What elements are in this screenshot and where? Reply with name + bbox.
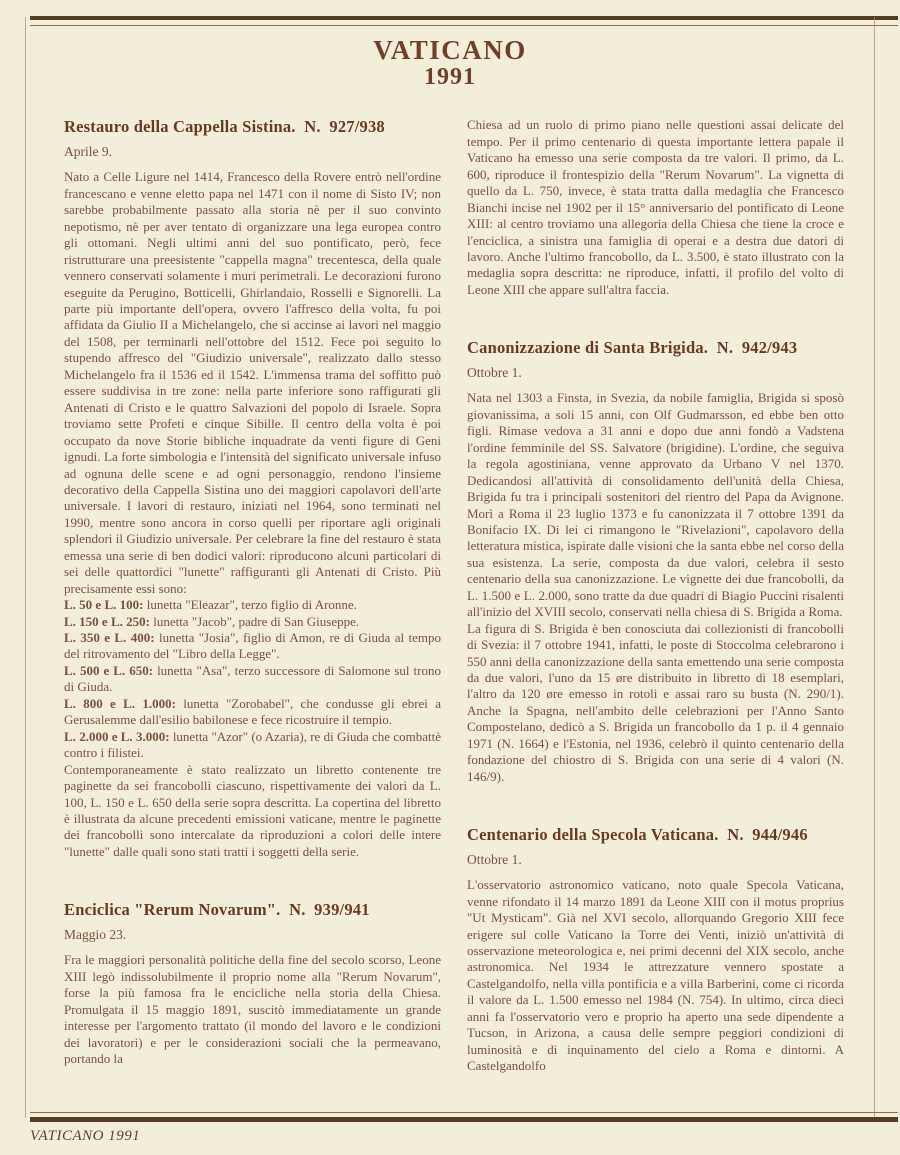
section-canonizzazione-santa-brigida [467, 338, 844, 785]
lunette-values: L. 800 e L. 1.000: [64, 695, 176, 711]
lunette-item [64, 729, 441, 762]
section-date: Ottobre 1. [467, 365, 522, 381]
paragraph: Contemporaneamente è stato realizzato un libretto contenente tre paginette da sei francobolli ciascuno, rispettivamente dei valori da L. 100, L. 150 e L. 650 della serie sopra descritta. La copertina del libretto è illustrata da alcune precedenti emissioni vaticane, mentre le paginette dei francobolli sono intercalate da riproduzioni a colori delle intere "lunette" dalle quali sono stati tratti i soggetti della serie. [64, 761, 441, 859]
lunette-values: L. 50 e L. 100: [64, 597, 144, 613]
left-page-edge [25, 17, 26, 1118]
section-enciclica-rerum-novarum [64, 900, 441, 1067]
lunette-values: L. 150 e L. 250: [64, 613, 150, 629]
page-year: 1991 [424, 64, 476, 91]
bottom-rule-thin [30, 1112, 898, 1113]
lunette-description: lunetta "Josia", figlio di Amon, re di Giuda al tempo del ritrovamento del "Libro della Legge". [64, 630, 441, 662]
lunette-item [64, 614, 441, 630]
lunette-description: lunetta "Zorobabel", che condusse gli ebrei a Gerusalemme dall'esilio babilonese e fece ricostruire il tempio. [64, 695, 441, 728]
paragraph: Chiesa ad un ruolo di primo piano nelle questioni assai delicate del tempo. Per il primo centenario di questa importante lettera papale il Vaticano ha emesso una serie composta da tre valori. Il primo, da L. 600, riproduce il frontespizio della "Rerum Novarum". La vignetta di quello da L. 750, invece, è stata tratta dalla medaglia che Francesco Bianchi incise nel 1902 per il 15° anniversario del pontificato di Leone XIII: al centro troviamo una allegoria della Chiesa che tiene la croce e l'enciclica, a sinistra una famiglia di operai e a destra due datori di lavoro. Anche l'ultimo francobollo, da L. 3.500, è stato illustrato con la medaglia sopra descritta: ne riproduce, infatti, il profilo del volto di Leone XIII che appare sull'altra faccia. [467, 117, 844, 297]
section-heading: Restauro della Cappella Sistina. N. 927/938 [64, 117, 385, 137]
section-heading: Enciclica "Rerum Novarum". N. 939/941 [64, 900, 370, 920]
section-centenario-specola-vaticana [467, 825, 844, 1074]
two-column-body [0, 91, 900, 1074]
paragraph: L'osservatorio astronomico vaticano, noto quale Specola Vaticana, venne rifondato il 14 marzo 1891 da Leone XIII con il motus proprius "Ut Mysticam". Già nel XVI secolo, allorquando Gregorio XIII fece erigere sul colle Vaticano la Torre dei Venti, iniziò un'attività di osservazione meteorologica e, nei primi decenni del XIX secolo, anche astronomica. Nel 1934 le attrezzature vennero spostate a Castelgandolfo, nella villa pontificia e a villa Barberini, come ci ricorda il valore da L. 1.500 emesso nel 1984 (N. 754). In ultimo, circa dieci anni fa l'osservatorio vero e proprio ha aperto una sede dipendente a Tucson, in Arizona, a causa delle sempre peggiori condizioni di luminosità e di inquinamento del cielo a Roma e dintorni. A Castelgandolfo [467, 877, 844, 1074]
lunette-values: L. 2.000 e L. 3.000: [64, 728, 170, 744]
lunette-item [64, 696, 441, 729]
right-page-edge [874, 17, 875, 1118]
page-title: VATICANO [373, 35, 527, 65]
top-rule-thin [30, 25, 898, 26]
section-restauro-cappella-sistina [64, 117, 441, 860]
right-column [467, 117, 844, 1074]
section-rerum-novarum-continuation [467, 117, 844, 298]
bottom-rule-thick [30, 1117, 898, 1122]
top-rule-thick [30, 16, 898, 20]
lunette-item [64, 663, 441, 696]
section-heading: Centenario della Specola Vaticana. N. 944/946 [467, 825, 808, 845]
paragraph: Nato a Celle Ligure nel 1414, Francesco della Rovere entrò nell'ordine francescano e venne eletto papa nel 1471 con il nome di Sisto IV; non sarebbe probabilmente passato alla storia nè per il suo convinto nepotismo, nè per aver tentato di organizzare una lega europea contro gli ottomani. Negli ultimi anni del suo pontificato, però, fece ristrutturare una preesistente "cappella magna" trecentesca, della quale vennero conservati solamente i muri perimetrali. Le decorazioni furono eseguite da Perugino, Botticelli, Ghirlandaio, Rosselli e Signorelli. La parte più importante dell'opera, ovvero l'affresco della volta, fu poi affidata da Giulio II a Michelangelo, che si accinse ai lavori nel maggio del 1508, per terminarli nell'ottobre del 1512. Fece poi seguito lo stupendo affresco del "Giudizio universale", realizzato dallo stesso Michelangelo fra il 1536 ed il 1542. L'immensa trama del soffitto può essere suddivisa in tre zone: nella parte inferiore sono raffigurati gli Antenati di Cristo e le quattro Salvazioni del popolo di Israele. Sopra troviamo sette Profeti e cinque Sibille. Il centro della volta è poi occupato da nove Storie bibliche inquadrate da venti figure di Geni ignudi. La forte simbologia e l'intensità del significato universale infuso ad ognuna delle scene e ad ogni personaggio, rendono l'insieme decorativo della Cappella Sistina uno dei maggiori capolavori dell'arte universale. I lavori di restauro, iniziati nel 1964, sono terminati nel 1990, mentre sono ancora in corso quelli per riportare agli originali splendori il Giudizio universale. Per celebrare la fine del restauro è stata emessa una serie di ben dodici valori: riproducono alcuni particolari di sei delle quattordici "lunette" raffiguranti gli Antenati di Cristo. Più precisamente essi sono: [64, 169, 441, 596]
paragraph: Nata nel 1303 a Finsta, in Svezia, da nobile famiglia, Brigida si sposò giovanissima, a soli 15 anni, con Olf Gudmarsson, ed ebbe ben otto figli. Rimase vedova a 31 anni e dopo due anni fondò a Vadstena l'ordine femminile del SS. Salvatore (brigidine). L'ordine, che seguiva la regola agostiniana, venne approvato da Urbano V nel 1370. Dedicandosi all'attività di consolidamento dell'unità della Chiesa, Brigida fu tra i principali sostenitori del rientro del Papa da Avignone. Morì a Roma il 23 luglio 1373 e fu canonizzata il 7 ottobre 1391 da Bonifacio IX. Di lei ci rimangono le "Rivelazioni", capolavoro della letteratura mistica, ispirate dalle visioni che la santa ebbe nel corso della sua esistenza. La serie, composta da due valori, celebra il sesto centenario della sua canonizzazione. Le vignette dei due francobolli, da L. 1.500 e L. 2.000, sono tratte da due quadri di Biagio Puccini risalenti all'inizio del XVIII secolo, conservati nella chiesa di S. Brigida a Roma. [467, 390, 844, 620]
left-column [64, 117, 441, 1067]
section-heading: Canonizzazione di Santa Brigida. N. 942/943 [467, 338, 798, 358]
lunette-description: lunetta "Azor" (o Azaria), re di Giuda che combattè contro i filistei. [64, 728, 441, 761]
footer-running-title: VATICANO 1991 [30, 1128, 141, 1144]
section-date: Ottobre 1. [467, 852, 522, 868]
lunette-item [64, 630, 441, 663]
lunette-description: lunetta "Asa", terzo successore di Salomone sul trono di Giuda. [64, 662, 441, 695]
section-date: Aprile 9. [64, 144, 112, 160]
paragraph: Fra le maggiori personalità politiche della fine del secolo scorso, Leone XIII legò indissolubilmente il proprio nome alla "Rerum Novarum", forse la più famosa fra le encicliche nella storia della Chiesa. Promulgata il 15 maggio 1891, suscitò immediatamente un grande interesse per l'argomento trattato (il mondo del lavoro e le condizioni dei lavoratori) e per le considerazioni sociali che la permeavano, portando la [64, 952, 441, 1067]
page-header [0, 0, 900, 91]
paragraph: La figura di S. Brigida è ben conosciuta dai collezionisti di francobolli di Svezia: il 7 ottobre 1941, infatti, le poste di Stoccolma celebrarono i 550 anni della canonizzazione della santa emettendo una serie composta da due valori, l'uno da 15 øre distribuito in libretto di 18 esemplari, l'altro da 120 øre emesso in rotoli e assai raro su busta (N. 290/1). Anche la Spagna, nell'ambito delle celebrazioni per l'Anno Santo Compostelano, dedicò a S. Brigida un francobollo da 1 p. il 4 gennaio 1971 (N. 1664) e l'Estonia, nel 1936, celebrò il quinto centenario della fondazione del chiostro di S. Brigida con una serie di 4 valori (N. 146/9). [467, 620, 844, 784]
lunette-description: lunetta "Jacob", padre di San Giuseppe. [149, 613, 360, 629]
lunette-description: lunetta "Eleazar", terzo figlio di Aronne. [143, 597, 357, 613]
section-date: Maggio 23. [64, 927, 127, 943]
lunette-item [64, 597, 441, 613]
lunette-values: L. 350 e L. 400: [64, 630, 155, 646]
lunette-values: L. 500 e L. 650: [64, 662, 154, 678]
